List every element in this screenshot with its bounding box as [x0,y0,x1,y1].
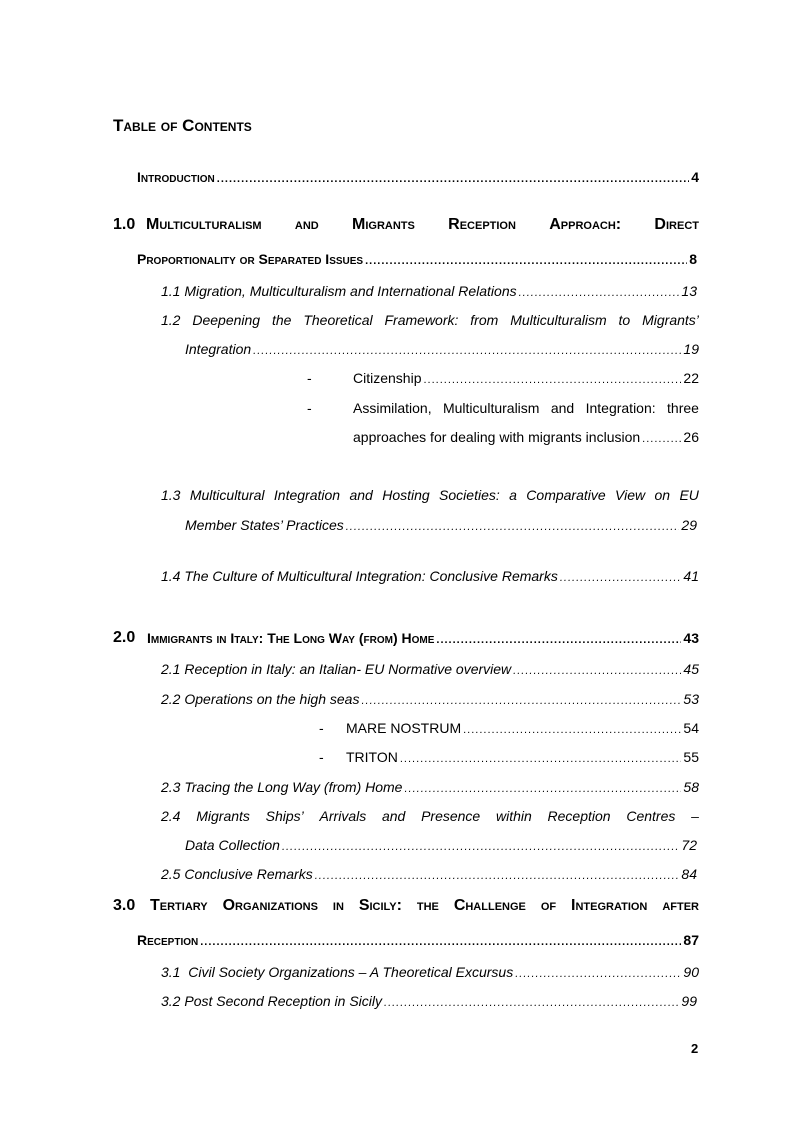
entry-page: 8 [689,251,697,267]
toc-entry-3-2[interactable]: 3.2 Post Second Reception in Sicily ..... 99 [161,993,697,1009]
toc-entry-chapter-1-line2[interactable]: Proportionality or Separated Issues ..... 8 [137,251,697,267]
toc-entry-2-1[interactable]: 2.1 Reception in Italy: an Italian- EU Normative overview ..... 45 [161,661,699,677]
toc-entry-2-4-line1[interactable]: 2.4 Migrants Ships’ Arrivals and Presence within Reception Centres – [161,808,699,824]
bullet-dash: - [319,720,324,736]
toc-entry-1-2-line1[interactable]: 1.2 Deepening the Theoretical Framework: from Multiculturalism to Migrants’ [161,312,699,328]
page-number: 2 [691,1041,699,1056]
chapter-number: 1.0 [113,216,136,233]
toc-entry-1-4[interactable]: 1.4 The Culture of Multicultural Integration: Conclusive Remarks ..... 41 [161,568,699,584]
toc-entry-2-5[interactable]: 2.5 Conclusive Remarks ..... 84 [161,866,697,882]
toc-entry-1-1[interactable]: 1.1 Migration, Multiculturalism and International Relations ..... 13 [161,283,697,299]
toc-title: Table of Contents [113,116,252,135]
entry-page: 4 [691,169,699,185]
chapter-number: 2.0 [113,629,136,646]
toc-entry-chapter-3-line1[interactable]: Tertiary Organizations in Sicily: the Challenge of Integration after [150,897,699,914]
toc-entry-citizenship[interactable]: Citizenship ..... 22 [353,370,699,386]
toc-entry-1-3-line2[interactable]: Member States’ Practices ..... 29 [185,517,697,533]
toc-entry-assimilation-line2[interactable]: approaches for dealing with migrants inclusion ..... 26 [353,429,699,445]
chapter-number: 3.0 [113,897,136,914]
toc-entry-3-1[interactable]: 3.1 Civil Society Organizations – A Theoretical Excursus ..... 90 [161,964,699,980]
toc-entry-2-2[interactable]: 2.2 Operations on the high seas ..... 53 [161,691,699,707]
toc-entry-mare-nostrum[interactable]: MARE NOSTRUM ..... 54 [346,720,699,736]
toc-entry-2-4-line2[interactable]: Data Collection ..... 72 [185,837,697,853]
toc-entry-chapter-2[interactable]: Immigrants in Italy: The Long Way (from) Home ..... 43 [147,630,699,646]
toc-entry-1-3-line1[interactable]: 1.3 Multicultural Integration and Hosting Societies: a Comparative View on EU [161,487,699,503]
toc-entry-assimilation-line1[interactable]: Assimilation, Multiculturalism and Integration: three [353,400,699,416]
bullet-dash: - [307,370,312,386]
entry-title: Introduction [137,169,215,185]
toc-entry-chapter-3-line2[interactable]: Reception ..... 87 [137,932,699,948]
bullet-dash: - [307,400,312,416]
toc-entry-1-2-line2[interactable]: Integration ..... 19 [185,341,699,357]
toc-entry-chapter-1-line1[interactable]: Multiculturalism and Migrants Reception Approach: Direct [146,216,699,233]
toc-entry-2-3[interactable]: 2.3 Tracing the Long Way (from) Home ..... 58 [161,779,699,795]
bullet-dash: - [319,749,324,765]
toc-entry-introduction[interactable] [137,169,699,185]
toc-entry-triton[interactable]: TRITON ..... 55 [346,749,699,765]
